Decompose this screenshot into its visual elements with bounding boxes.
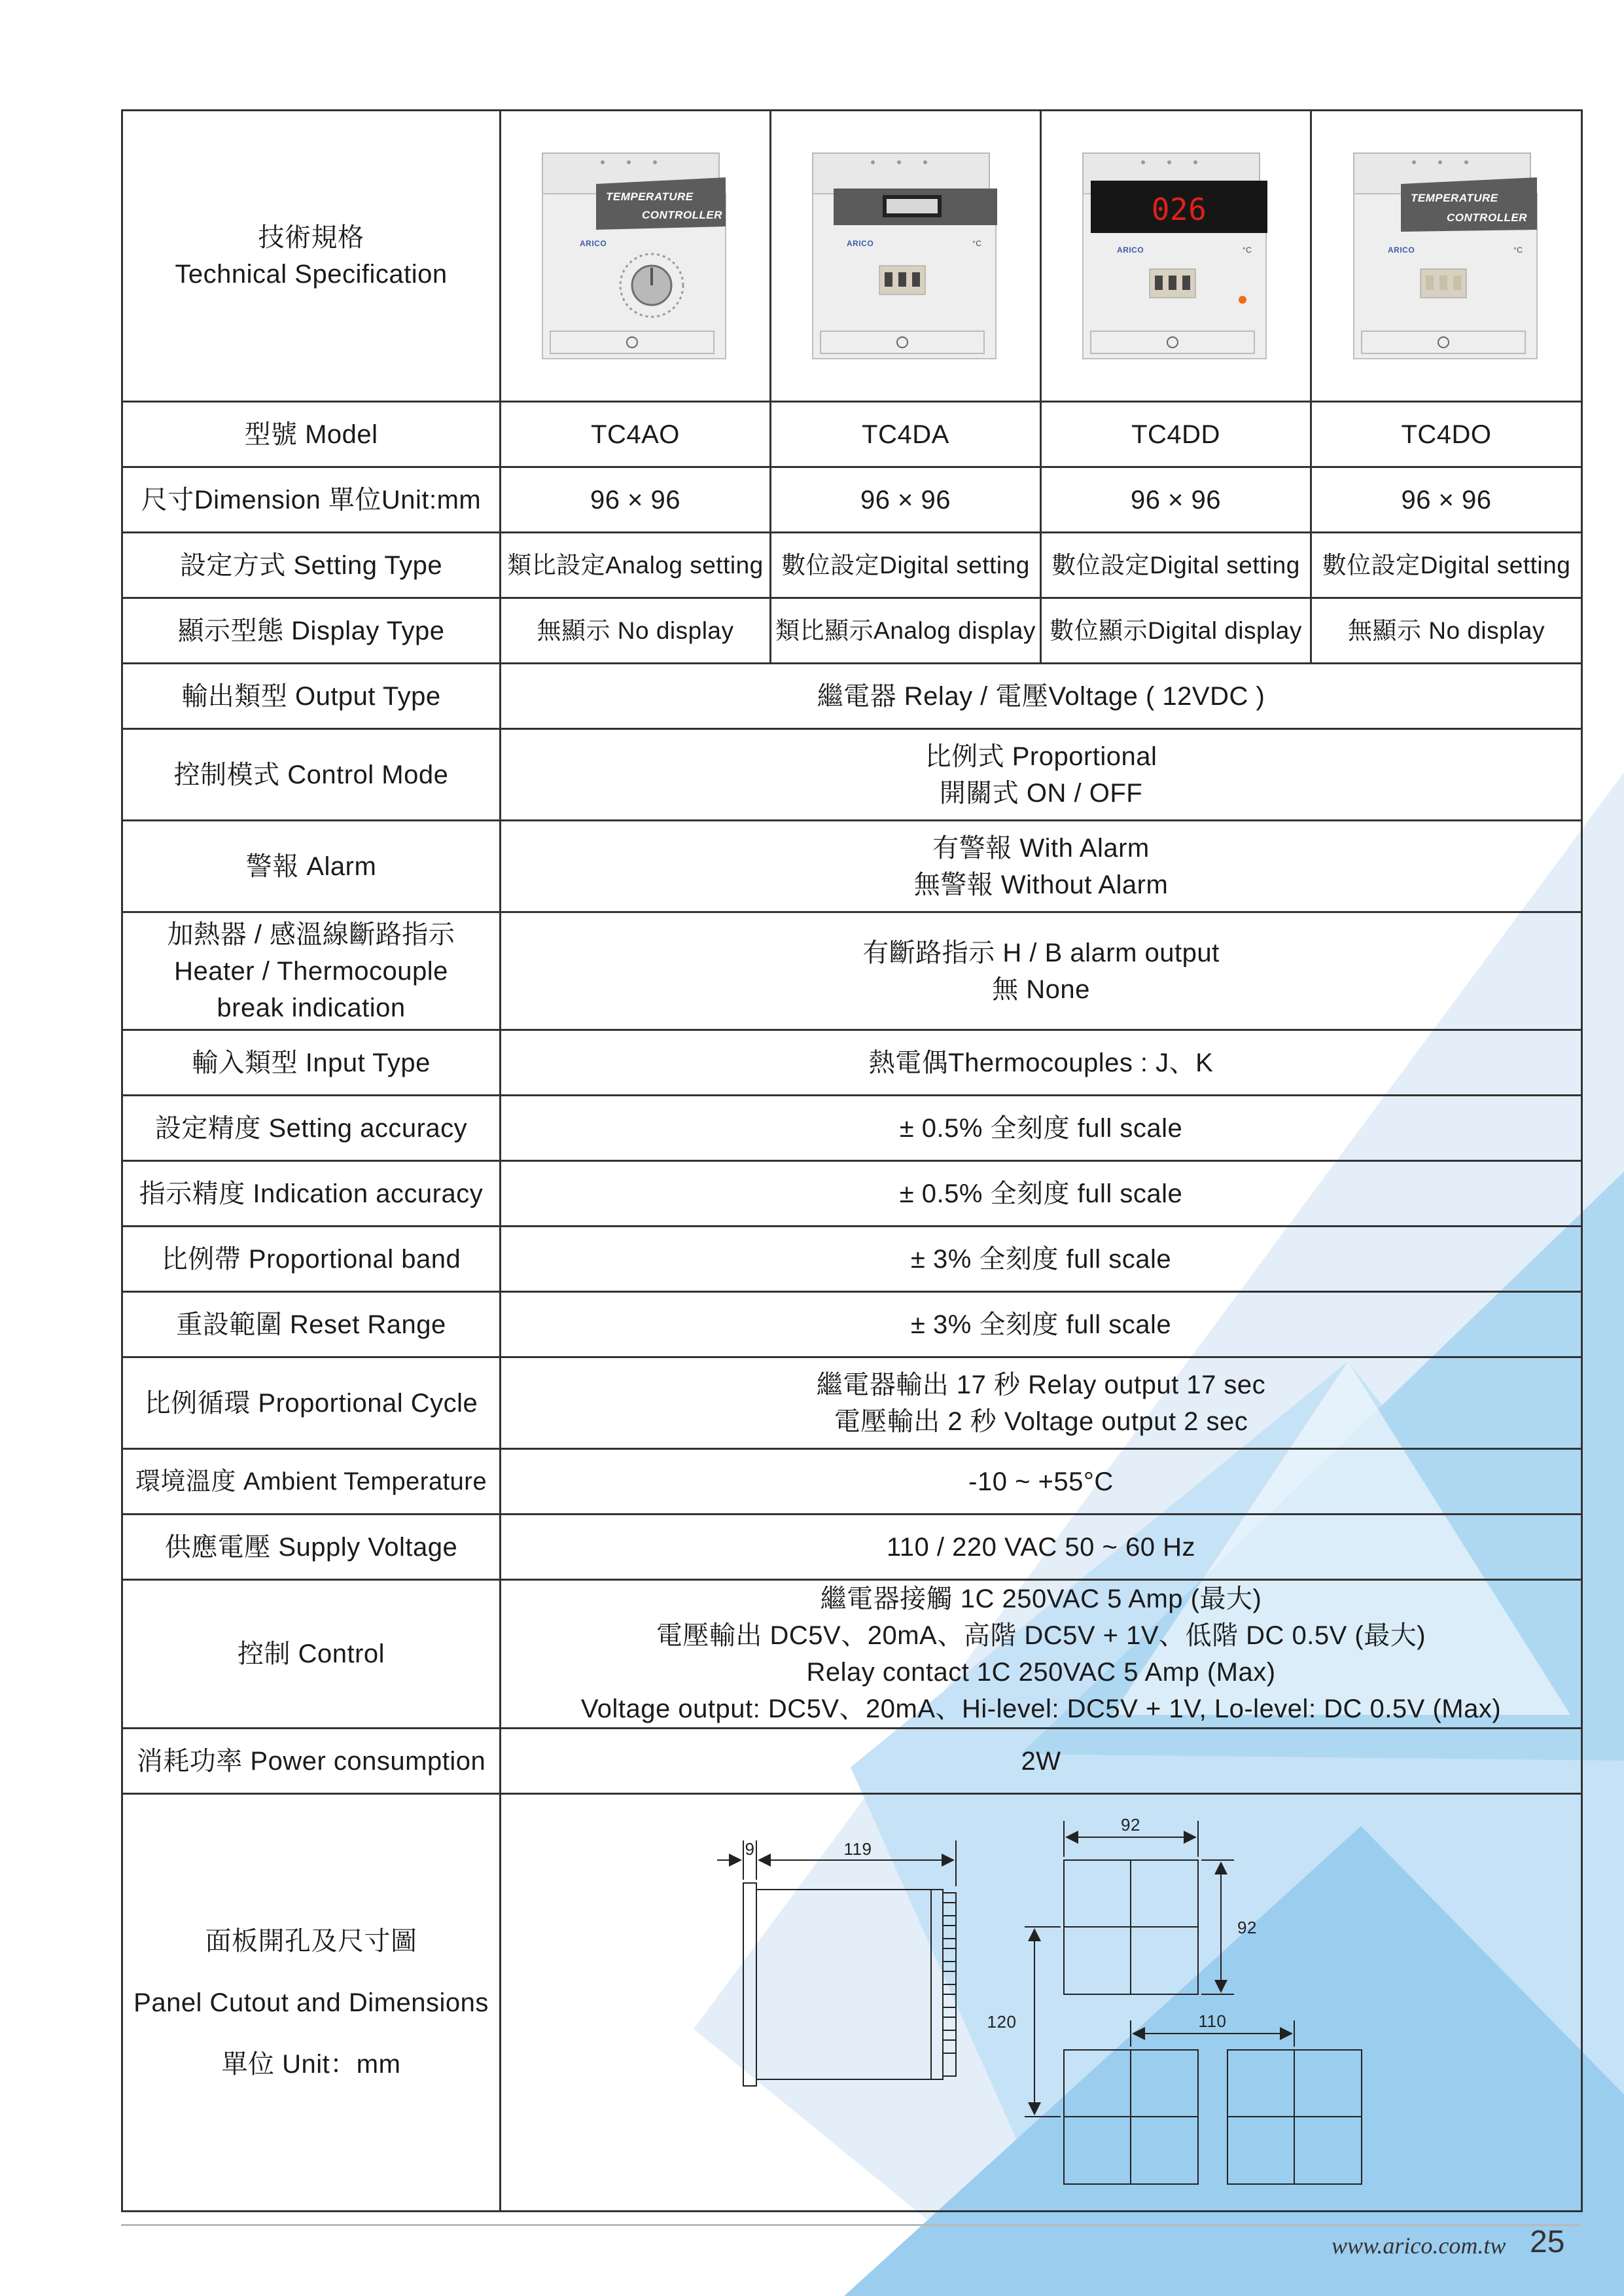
- svg-text:CONTROLLER: CONTROLLER: [642, 209, 723, 221]
- input-type-value: 熱電偶Thermocouples : J、K: [501, 1030, 1582, 1096]
- model-cell: TC4AO: [501, 402, 771, 467]
- value-line: 電壓輸出 2 秒 Voltage output 2 sec: [834, 1407, 1248, 1436]
- display-type-row: [122, 598, 1582, 664]
- indication-accuracy-row: [122, 1161, 1582, 1227]
- value-line: Relay contact 1C 250VAC 5 Amp (Max): [806, 1658, 1276, 1687]
- svg-text:°C: °C: [1513, 245, 1523, 255]
- dimension-cell: 96 × 96: [1041, 467, 1311, 533]
- row-label: 比例帶 Proportional band: [122, 1227, 501, 1292]
- row-label: 顯示型態 Display Type: [122, 598, 501, 664]
- row-label: 警報 Alarm: [122, 821, 501, 912]
- spec-table: [121, 109, 1583, 2212]
- header-cell: [122, 111, 501, 402]
- svg-text:CONTROLLER: CONTROLLER: [1446, 211, 1527, 224]
- footer-rule: [121, 2224, 1581, 2226]
- ambient-temperature-row: [122, 1449, 1582, 1515]
- footer-url[interactable]: www.arico.com.tw: [1332, 2233, 1506, 2259]
- dimension-drawing: [501, 1795, 1581, 2200]
- dimension-row: [122, 467, 1582, 533]
- proportional-band-row: [122, 1227, 1582, 1292]
- display-type-cell: 數位顯示Digital display: [1041, 598, 1311, 664]
- model-cell: TC4DD: [1041, 402, 1311, 467]
- row-label: 設定精度 Setting accuracy: [122, 1096, 501, 1161]
- proportional-band-value: ± 3% 全刻度 full scale: [501, 1227, 1582, 1292]
- dim-label: 110: [1198, 2011, 1227, 2031]
- control-value: [501, 1580, 1582, 1729]
- value-line: 開關式 ON / OFF: [939, 778, 1143, 808]
- value-line: 繼電器接觸 1C 250VAC 5 Amp (最大): [820, 1585, 1262, 1613]
- supply-voltage-row: [122, 1515, 1582, 1580]
- row-label: 供應電壓 Supply Voltage: [122, 1515, 501, 1580]
- setting-type-cell: 類比設定Analog setting: [501, 533, 771, 598]
- controller-knob-image: [531, 148, 740, 364]
- svg-text:ARICO: ARICO: [580, 239, 607, 248]
- output-type-value: 繼電器 Relay / 電壓Voltage ( 12VDC ): [501, 664, 1582, 729]
- cutout-bottom: [987, 1927, 1362, 2184]
- dim-label: 92: [1237, 1918, 1257, 1937]
- label-line: Heater / Thermocouple: [174, 956, 448, 986]
- dim-label: 119: [843, 1839, 872, 1859]
- alarm-value: [501, 821, 1582, 912]
- value-line: Voltage output: DC5V、20mA、Hi-level: DC5V + 1V, Lo-level: DC 0.5V (Max): [580, 1695, 1502, 1723]
- display-type-cell: 類比顯示Analog display: [771, 598, 1041, 664]
- input-type-row: [122, 1030, 1582, 1096]
- dimension-drawing-cell: [501, 1794, 1582, 2212]
- panel-cutout-row: [122, 1794, 1582, 2212]
- setting-type-cell: 數位設定Digital setting: [771, 533, 1041, 598]
- label-line: 加熱器 / 感溫線斷路指示: [167, 920, 455, 949]
- row-label: 尺寸Dimension 單位Unit:mm: [122, 467, 501, 533]
- row-label: [122, 912, 501, 1030]
- setting-type-cell: 數位設定Digital setting: [1041, 533, 1311, 598]
- row-label: 重設範圍 Reset Range: [122, 1292, 501, 1357]
- setting-accuracy-row: [122, 1096, 1582, 1161]
- control-row: [122, 1580, 1582, 1729]
- header-zh: 技術規格: [258, 223, 364, 252]
- row-label: 消耗功率 Power consumption: [122, 1729, 501, 1794]
- header-en: Technical Specification: [175, 260, 448, 289]
- value-line: 有斷路指示 H / B alarm output: [862, 938, 1220, 967]
- product-photo-tc4ao: [501, 111, 771, 402]
- side-view: [717, 1839, 956, 2086]
- label-line: Panel Cutout and Dimensions: [133, 1988, 489, 2017]
- label-line: 單位 Unit：mm: [221, 2049, 401, 2079]
- supply-voltage-value: 110 / 220 VAC 50 ~ 60 Hz: [501, 1515, 1582, 1580]
- cutout-top: [1064, 1815, 1257, 1994]
- svg-text:°C: °C: [1243, 245, 1252, 255]
- row-label: 環境溫度 Ambient Temperature: [122, 1449, 501, 1515]
- svg-text:TEMPERATURE: TEMPERATURE: [1410, 192, 1498, 204]
- dim-label: 92: [1121, 1815, 1140, 1835]
- row-label: 指示精度 Indication accuracy: [122, 1161, 501, 1227]
- reset-range-row: [122, 1292, 1582, 1357]
- value-line: 無 None: [992, 975, 1090, 1004]
- page-number: 25: [1530, 2225, 1565, 2259]
- setting-accuracy-value: ± 0.5% 全刻度 full scale: [501, 1096, 1582, 1161]
- product-photo-tc4dd: [1041, 111, 1311, 402]
- row-label: 控制 Control: [122, 1580, 501, 1729]
- value-line: 繼電器輸出 17 秒 Relay output 17 sec: [816, 1370, 1266, 1399]
- row-label: 輸入類型 Input Type: [122, 1030, 501, 1096]
- label-line: 面板開孔及尺寸圖: [205, 1926, 417, 1956]
- svg-text:ARICO: ARICO: [847, 239, 874, 248]
- controller-analog-display-image: [801, 148, 1010, 364]
- proportional-cycle-row: [122, 1357, 1582, 1449]
- controller-no-display-image: [1342, 148, 1551, 364]
- indication-accuracy-value: ± 0.5% 全刻度 full scale: [501, 1161, 1582, 1227]
- svg-text:TEMPERATURE: TEMPERATURE: [606, 190, 694, 203]
- dim-label: 9: [745, 1839, 755, 1859]
- display-type-cell: 無顯示 No display: [501, 598, 771, 664]
- row-label: 控制模式 Control Mode: [122, 729, 501, 821]
- ambient-temperature-value: -10 ~ +55°C: [501, 1449, 1582, 1515]
- product-photo-tc4do: [1311, 111, 1582, 402]
- photo-row: [122, 111, 1582, 402]
- dimension-cell: 96 × 96: [771, 467, 1041, 533]
- row-label: 設定方式 Setting Type: [122, 533, 501, 598]
- alarm-row: [122, 821, 1582, 912]
- control-mode-value: [501, 729, 1582, 821]
- value-line: 比例式 Proportional: [925, 742, 1157, 771]
- dimension-cell: 96 × 96: [501, 467, 771, 533]
- dim-label: 120: [987, 2012, 1017, 2032]
- heater-break-row: [122, 912, 1582, 1030]
- label-line: break indication: [217, 993, 406, 1022]
- svg-text:026: 026: [1151, 192, 1207, 227]
- control-mode-row: [122, 729, 1582, 821]
- svg-text:ARICO: ARICO: [1117, 245, 1144, 255]
- row-label: [122, 1794, 501, 2212]
- value-line: 有警報 With Alarm: [932, 833, 1150, 863]
- proportional-cycle-value: [501, 1357, 1582, 1449]
- setting-type-cell: 數位設定Digital setting: [1311, 533, 1582, 598]
- power-consumption-value: 2W: [501, 1729, 1582, 1794]
- output-type-row: [122, 664, 1582, 729]
- model-row: [122, 402, 1582, 467]
- svg-text:ARICO: ARICO: [1387, 245, 1415, 255]
- product-photo-tc4da: [771, 111, 1041, 402]
- svg-text:°C: °C: [972, 239, 982, 248]
- setting-type-row: [122, 533, 1582, 598]
- heater-break-value: [501, 912, 1582, 1030]
- controller-digital-display-image: [1071, 148, 1280, 364]
- row-label: 型號 Model: [122, 402, 501, 467]
- display-type-cell: 無顯示 No display: [1311, 598, 1582, 664]
- model-cell: TC4DO: [1311, 402, 1582, 467]
- row-label: 輸出類型 Output Type: [122, 664, 501, 729]
- value-line: 無警報 Without Alarm: [913, 870, 1169, 899]
- model-cell: TC4DA: [771, 402, 1041, 467]
- power-consumption-row: [122, 1729, 1582, 1794]
- value-line: 電壓輸出 DC5V、20mA、高階 DC5V + 1V、低階 DC 0.5V (最大): [656, 1621, 1426, 1650]
- dimension-cell: 96 × 96: [1311, 467, 1582, 533]
- row-label: 比例循環 Proportional Cycle: [122, 1357, 501, 1449]
- reset-range-value: ± 3% 全刻度 full scale: [501, 1292, 1582, 1357]
